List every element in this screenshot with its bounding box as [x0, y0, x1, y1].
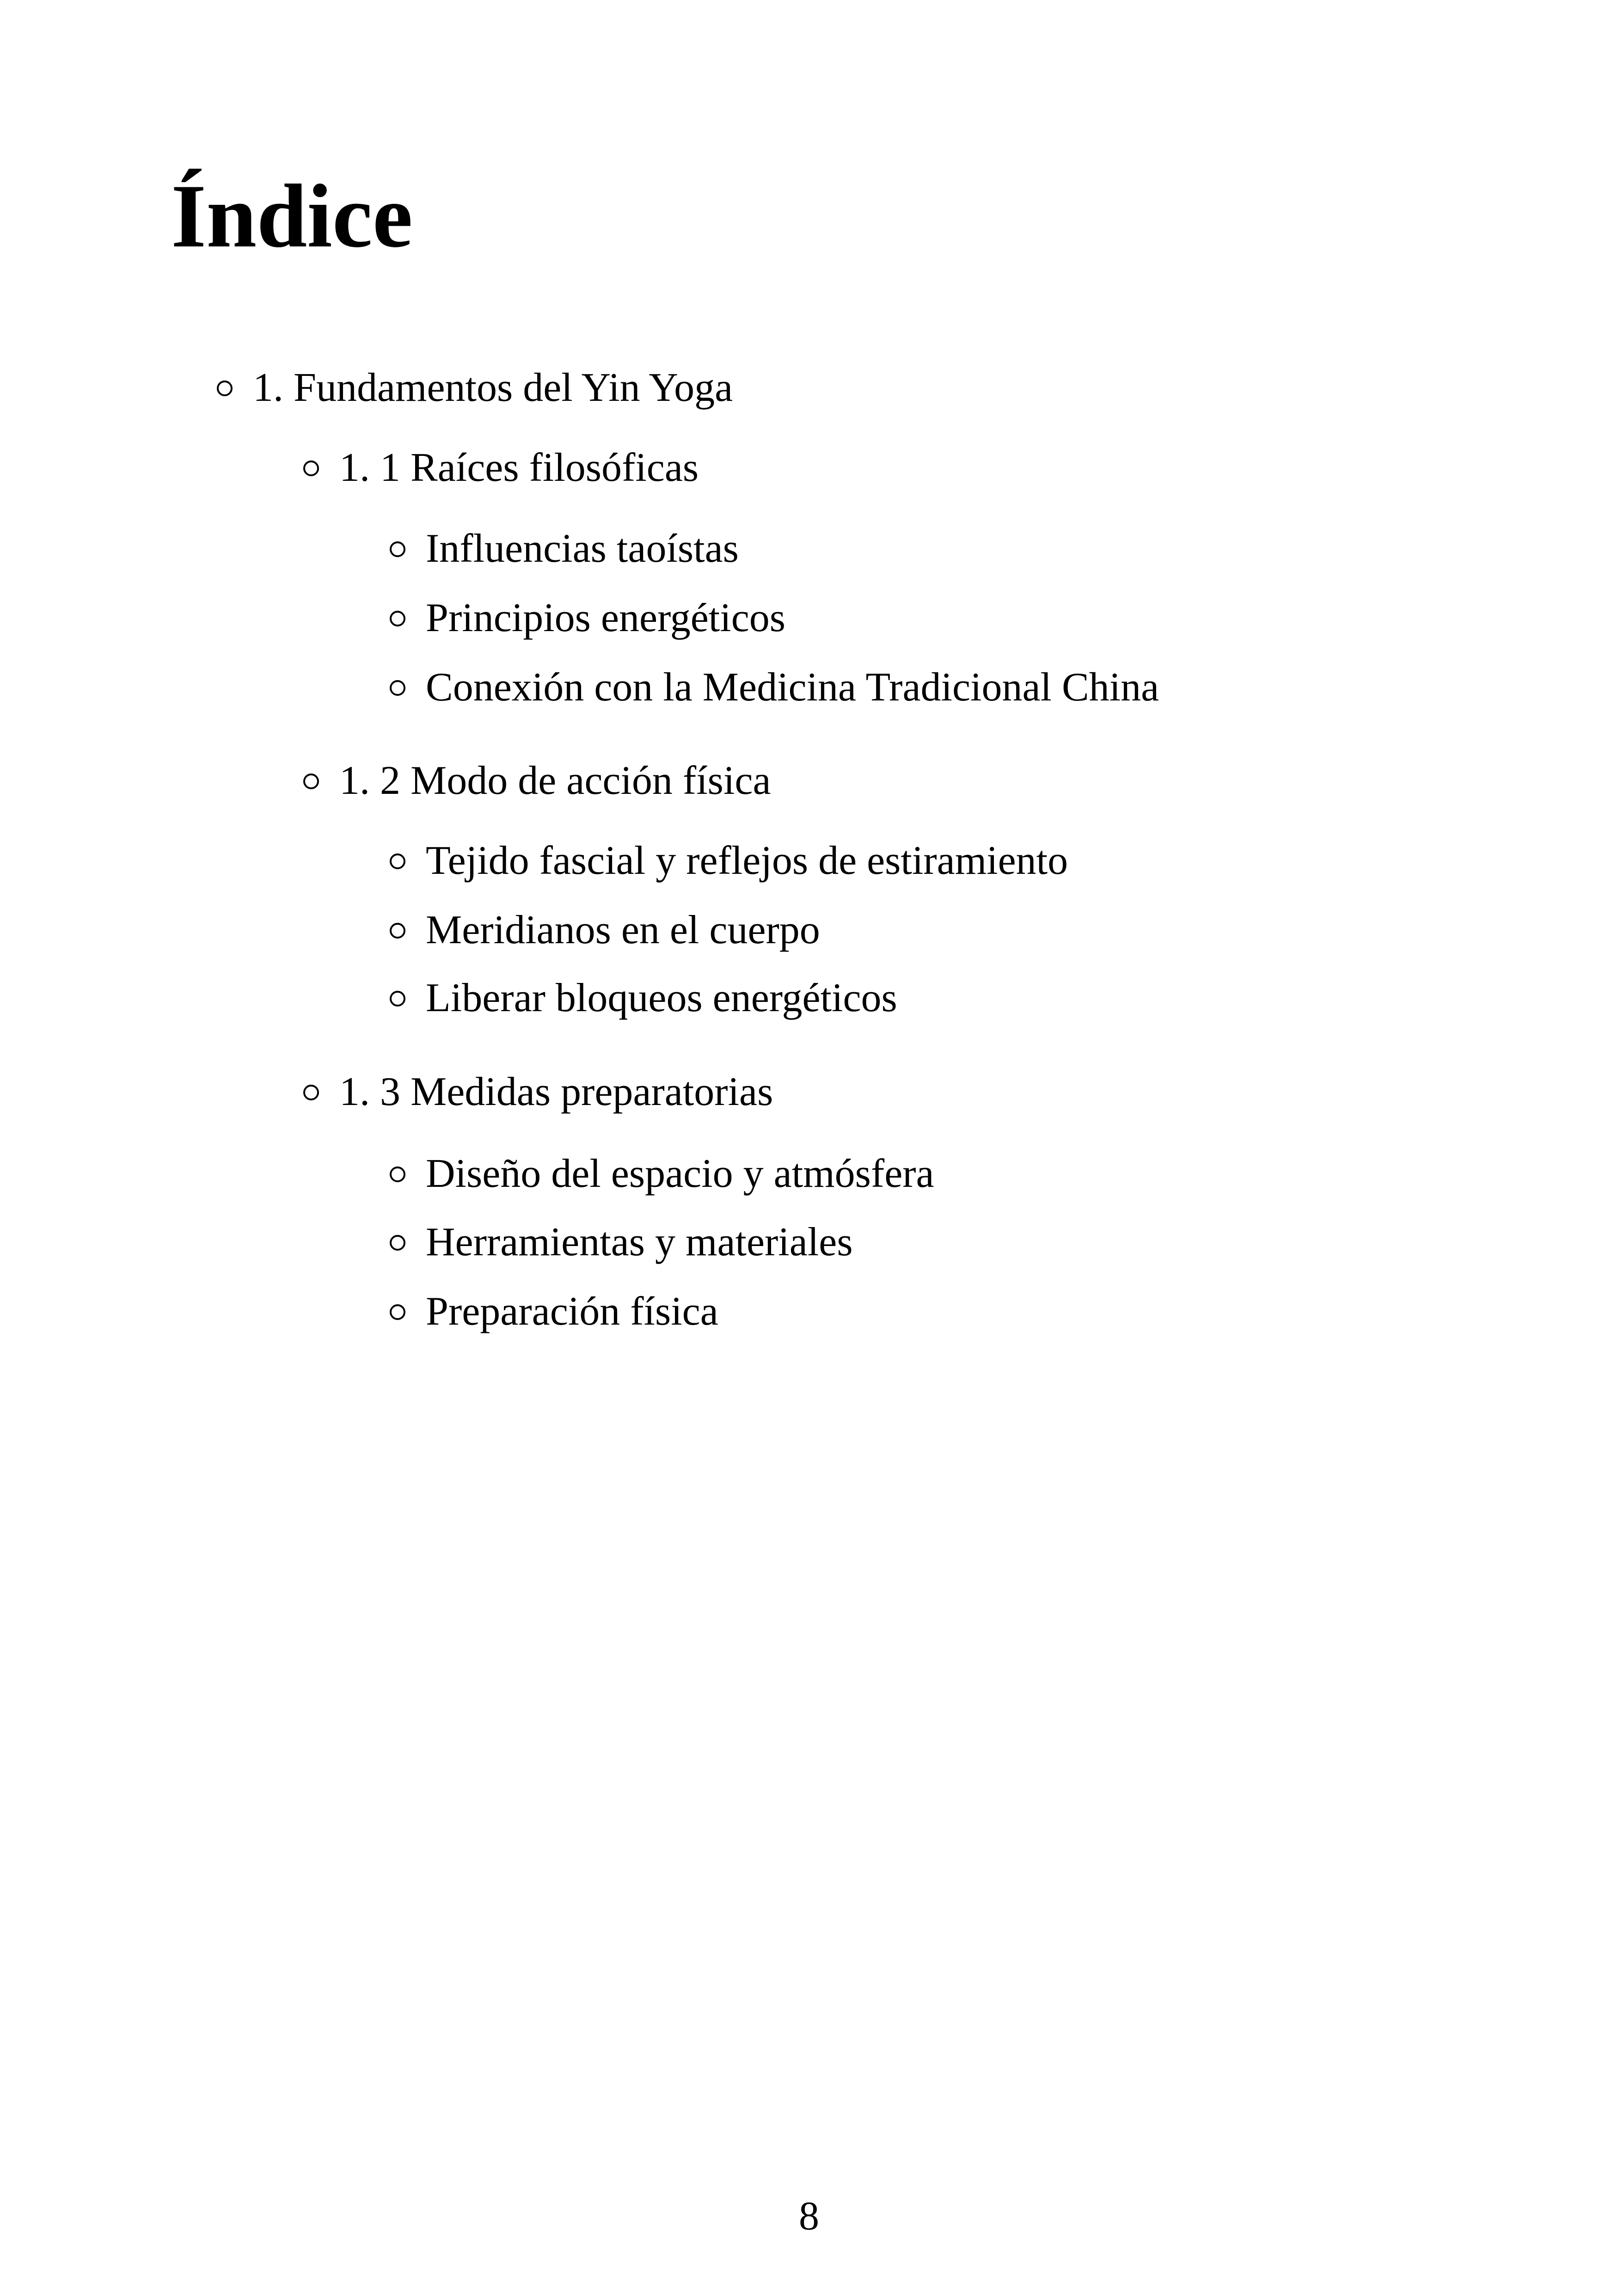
toc-item[interactable] [390, 1291, 718, 1332]
toc-chapter[interactable] [217, 365, 733, 410]
toc-item-label: Conexión con la Medicina Tradicional China [426, 665, 1159, 710]
hollow-circle-bullet-icon [390, 1235, 405, 1251]
toc-item-label: Diseño del espacio y atmósfera [426, 1151, 934, 1196]
page-title: Índice [171, 166, 413, 266]
hollow-circle-bullet-icon [303, 1085, 319, 1100]
toc-item[interactable] [390, 528, 739, 569]
toc-item[interactable] [390, 910, 820, 951]
toc-section-label: 1. 3 Medidas preparatorias [339, 1069, 773, 1114]
toc-item-label: Meridianos en el cuerpo [426, 908, 820, 952]
toc-item-label: Preparación física [426, 1289, 718, 1334]
toc-item[interactable] [390, 1151, 934, 1196]
page-number: 8 [799, 2194, 819, 2239]
toc-chapter-label: 1. Fundamentos del Yin Yoga [253, 365, 733, 410]
hollow-circle-bullet-icon [390, 611, 405, 626]
toc-item[interactable] [390, 1222, 853, 1263]
hollow-circle-bullet-icon [390, 680, 405, 696]
toc-item[interactable] [390, 667, 1159, 708]
toc-section[interactable] [303, 758, 771, 803]
hollow-circle-bullet-icon [390, 923, 405, 939]
hollow-circle-bullet-icon [390, 1166, 405, 1182]
hollow-circle-bullet-icon [303, 774, 319, 789]
hollow-circle-bullet-icon [217, 381, 233, 396]
hollow-circle-bullet-icon [303, 460, 319, 476]
toc-item[interactable] [390, 978, 897, 1019]
toc-section-label: 1. 1 Raíces filosóficas [339, 445, 699, 490]
toc-item-label: Influencias taoístas [426, 526, 739, 571]
toc-item[interactable] [390, 838, 1068, 883]
hollow-circle-bullet-icon [390, 541, 405, 557]
hollow-circle-bullet-icon [390, 1304, 405, 1320]
toc-item-label: Tejido fascial y reflejos de estiramiento [426, 838, 1068, 883]
toc-item[interactable] [390, 595, 785, 640]
toc-item-label: Herramientas y materiales [426, 1220, 853, 1265]
toc-item-label: Principios energéticos [426, 595, 785, 640]
toc-section-label: 1. 2 Modo de acción física [339, 758, 771, 803]
toc-section[interactable] [303, 445, 699, 490]
hollow-circle-bullet-icon [390, 853, 405, 869]
toc-item-label: Liberar bloqueos energéticos [426, 976, 897, 1020]
toc-section[interactable] [303, 1069, 773, 1114]
hollow-circle-bullet-icon [390, 991, 405, 1007]
